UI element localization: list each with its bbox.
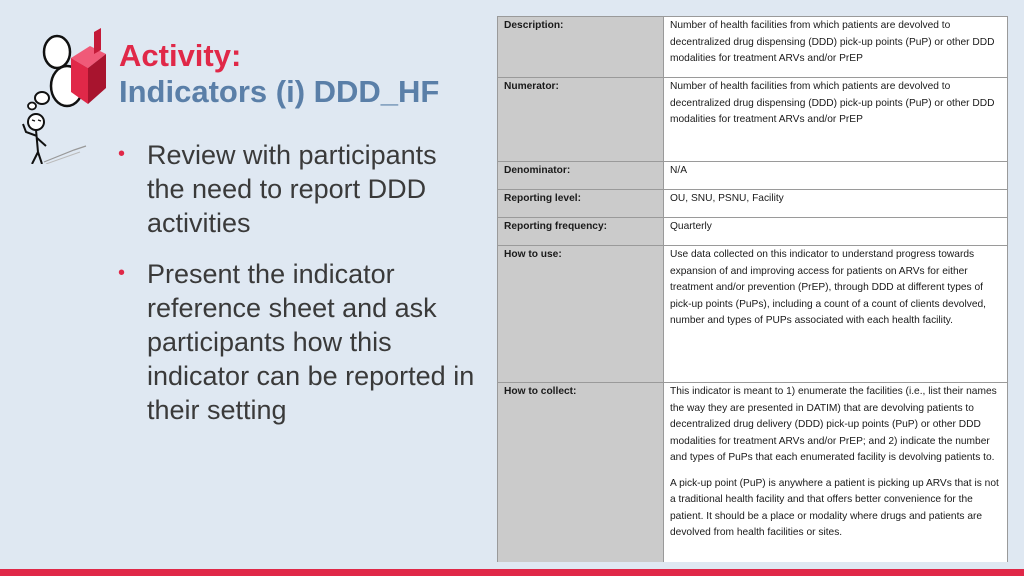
bullet-item bbox=[118, 138, 478, 240]
row-value: OU, SNU, PSNU, Facility bbox=[664, 190, 1008, 218]
indicator-reference-sheet bbox=[497, 16, 1008, 562]
row-value: Use data collected on this indicator to understand progress towards expansion of and improving access for patients on ARVs for either treatment and/or prevention (PrEP), through DDD at different types of pick-up points (PuPs), including a count of a count of clients devolved, number and types of PUPs associated with each health facility. bbox=[664, 246, 1008, 383]
row-label: Reporting level: bbox=[498, 190, 664, 218]
table-row bbox=[498, 17, 1008, 78]
row-label: Reporting frequency: bbox=[498, 218, 664, 246]
row-label: How to collect: bbox=[498, 383, 664, 563]
reference-table bbox=[497, 16, 1008, 562]
table-row bbox=[498, 246, 1008, 383]
table-row bbox=[498, 383, 1008, 563]
title-line-indicator: Indicators (i) DDD_HF bbox=[119, 74, 440, 109]
row-label: Description: bbox=[498, 17, 664, 78]
row-value: This indicator is meant to 1) enumerate the facilities (i.e., list their names the way they are presented in DATIM) that are devolving patients to decentralized drug delivery (DDD) pick-up points (PuP) or other DDD modalities for treatment ARVs and/or PrEP; and 2) indicate the number and types of PuPs that each enumerated facility is devolving patients to. A pick-up point (PuP) is anywhere a patient is picking up ARVs that is not a traditional health facility and that offers better convenience for the patient. It should be a place or modality where drugs and patients are devolved from health facilities or sites. bbox=[664, 383, 1008, 563]
bullet-text: Review with participants the need to report DDD activities bbox=[147, 140, 437, 238]
row-value: Number of health facilities from which patients are devolved to decentralized drug dispensing (DDD) pick-up points (PuP) or other DDD modalities for treatment ARVs and/or PrEP bbox=[664, 78, 1008, 162]
row-value: Number of health facilities from which patients are devolved to decentralized drug dispensing (DDD) pick-up points (PuP) or other DDD modalities for treatment ARVs and/or PrEP bbox=[664, 17, 1008, 78]
table-row bbox=[498, 78, 1008, 162]
bottom-accent-bar bbox=[0, 569, 1024, 576]
bullet-item bbox=[118, 257, 478, 427]
bullet-text: Present the indicator reference sheet and ask participants how this indicator can be reported in their setting bbox=[147, 259, 475, 425]
table-row bbox=[498, 218, 1008, 246]
row-label: How to use: bbox=[498, 246, 664, 383]
row-value: Quarterly bbox=[664, 218, 1008, 246]
bullet-dot-icon: • bbox=[118, 262, 126, 284]
table-row bbox=[498, 190, 1008, 218]
table-row bbox=[498, 162, 1008, 190]
bullet-list bbox=[118, 138, 478, 444]
bullet-dot-icon: • bbox=[118, 143, 126, 165]
title-line-activity: Activity: bbox=[119, 38, 242, 73]
row-label: Denominator: bbox=[498, 162, 664, 190]
row-value: N/A bbox=[664, 162, 1008, 190]
thinking-person-icon bbox=[14, 28, 110, 164]
slide-title bbox=[119, 38, 439, 110]
row-label: Numerator: bbox=[498, 78, 664, 162]
